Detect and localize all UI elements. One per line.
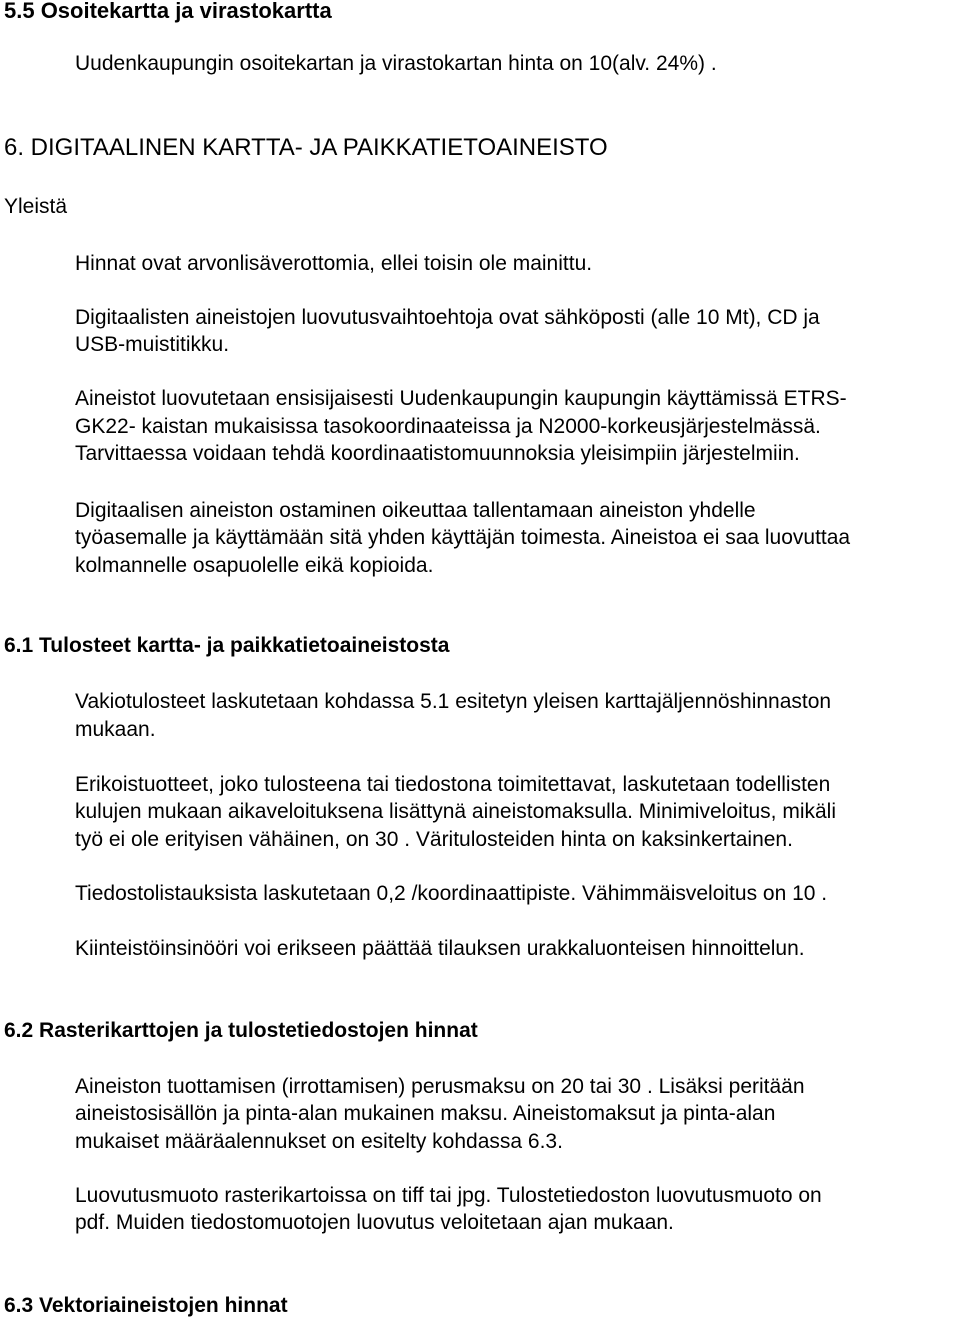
paragraph-line: Digitaalisten aineistojen luovutusvaihtoehtoja ovat sähköposti (alle 10 Mt), CD ja [75,306,820,329]
paragraph-line: työasemalle ja käyttämään sitä yhden käyttäjän toimesta. Aineistoa ei saa luovuttaa [75,526,851,549]
section-6-3-heading: 6.3 Vektoriaineistojen hinnat [4,1294,288,1317]
chapter-6-heading: 6. DIGITAALINEN KARTTA- JA PAIKKATIETOAINEISTO [4,134,608,161]
paragraph-line: aineistosisällön ja pinta-alan mukainen maksu. Aineistomaksut ja pinta-alan [75,1102,776,1125]
paragraph-line: mukaiset määräalennukset on esitelty kohdassa 6.3. [75,1130,563,1153]
paragraph-line: kulujen mukaan aikaveloituksena lisättynä aineistomaksulla. Minimiveloitus, mikäli [75,800,837,823]
paragraph-line: Kiinteistöinsinööri voi erikseen päättää tilauksen urakkaluonteisen hinnoittelun. [75,937,805,960]
paragraph-line: Vakiotulosteet laskutetaan kohdassa 5.1 esitetyn yleisen karttajäljennöshinnaston [75,690,832,713]
paragraph-line: USB-muistitikku. [75,333,230,356]
paragraph-line: Aineiston tuottamisen (irrottamisen) perusmaksu on 20 tai 30 . Lisäksi peritään [75,1075,805,1098]
paragraph-line: työ ei ole erityisen vähäinen, on 30 . Väritulosteiden hinta on kaksinkertainen. [75,828,793,851]
paragraph-line: mukaan. [75,718,156,741]
paragraph-line: Aineistot luovutetaan ensisijaisesti Uudenkaupungin kaupungin käyttämissä ETRS- [75,387,847,410]
paragraph-line: pdf. Muiden tiedostomuotojen luovutus veloitetaan ajan mukaan. [75,1211,674,1234]
paragraph-line: Hinnat ovat arvonlisäverottomia, ellei toisin ole mainittu. [75,252,593,275]
paragraph-line: kolmannelle osapuolelle eikä kopioida. [75,554,434,577]
paragraph-line: Digitaalisen aineiston ostaminen oikeuttaa tallentamaan aineiston yhdelle [75,499,756,522]
subheading-yleista: Yleistä [4,195,68,218]
paragraph-line: GK22- kaistan mukaisissa tasokoordinaateissa ja N2000-korkeusjärjestelmässä. [75,415,821,438]
section-6-1-heading: 6.1 Tulosteet kartta- ja paikkatietoaineistosta [4,634,450,657]
paragraph-line: Tiedostolistauksista laskutetaan 0,2 /koordinaattipiste. Vähimmäisveloitus on 10 . [75,882,828,905]
section-6-2-heading: 6.2 Rasterikarttojen ja tulostetiedostojen hinnat [4,1019,478,1042]
paragraph-line: Erikoistuotteet, joko tulosteena tai tiedostona toimitettavat, laskutetaan todellisten [75,773,831,796]
section-5-5-heading: 5.5 Osoitekartta ja virastokartta [4,0,332,23]
paragraph-line: Uudenkaupungin osoitekartan ja virastokartan hinta on 10(alv. 24%) . [75,52,717,75]
paragraph-line: Tarvittaessa voidaan tehdä koordinaatistomuunnoksia yleisimpiin järjestelmiin. [75,442,800,465]
paragraph-line: Luovutusmuoto rasterikartoissa on tiff tai jpg. Tulostetiedoston luovutusmuoto on [75,1184,822,1207]
